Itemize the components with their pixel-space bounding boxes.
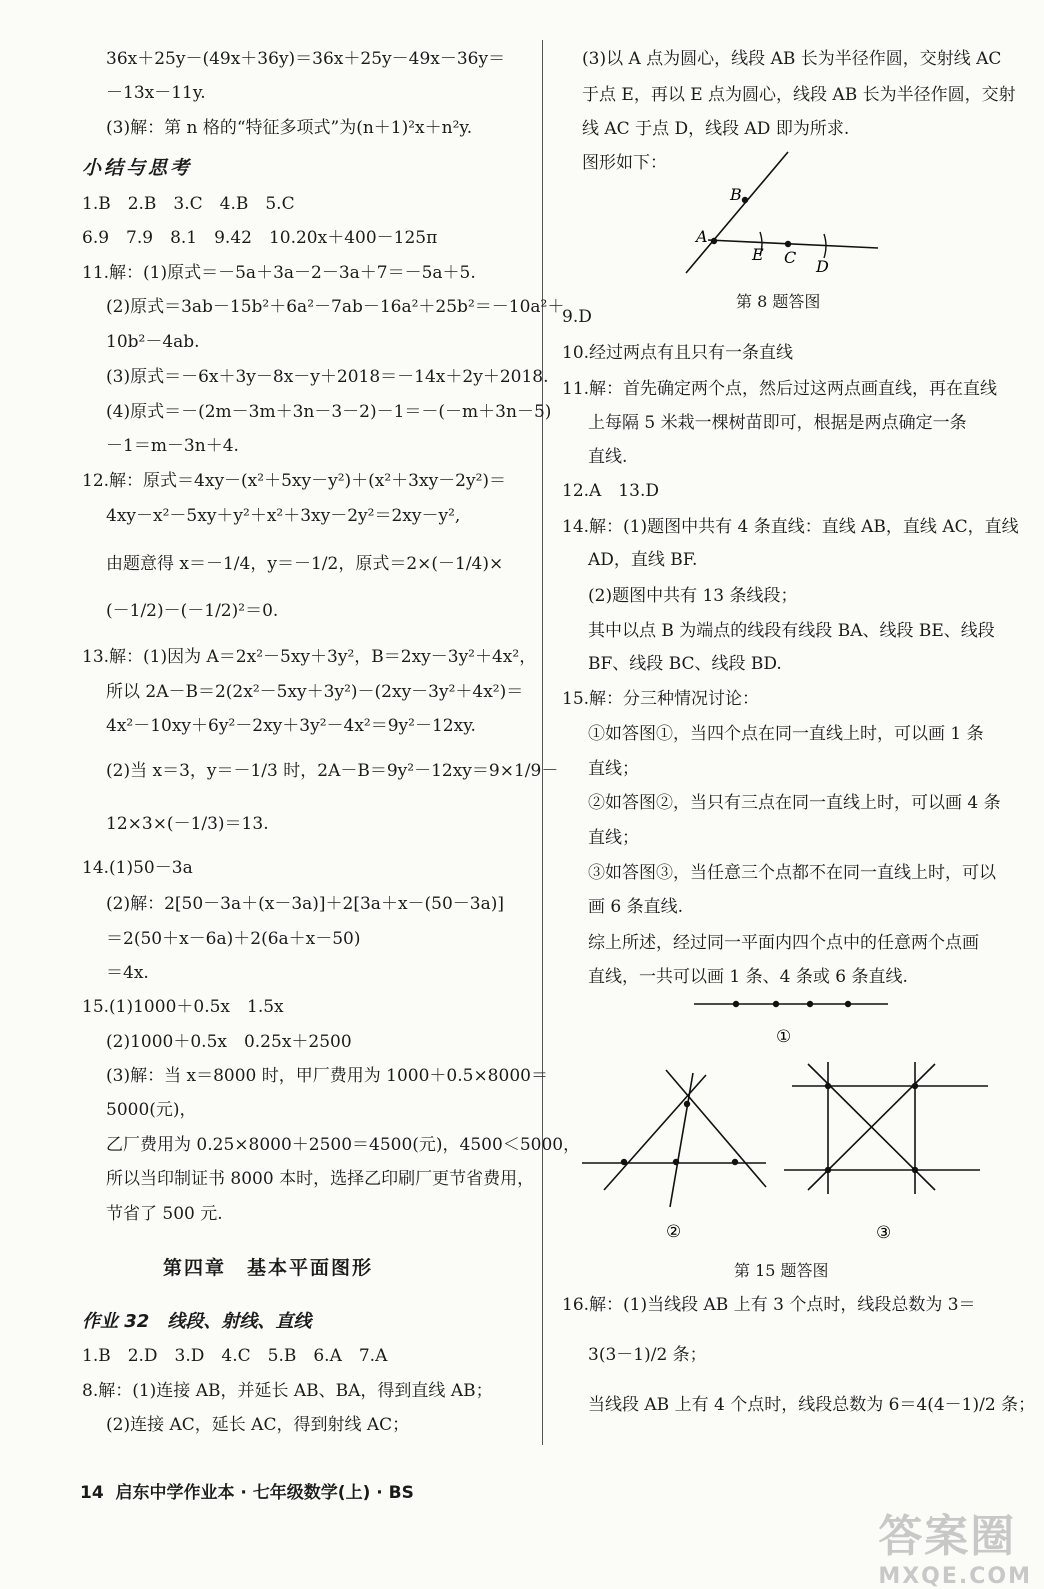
text-line: ①如答图①，当四个点在同一直线上时，可以画 1 条: [588, 724, 984, 744]
fig8-label-e: E: [752, 245, 764, 264]
watermark-text: 答案圈: [878, 1511, 1017, 1562]
text-line: 16.解：(1)当线段 AB 上有 3 个点时，线段总数为 3＝: [562, 1295, 976, 1315]
text-line: 直线，一共可以画 1 条、4 条或 6 条直线.: [588, 967, 908, 987]
column-divider: [542, 40, 543, 1445]
text-line: 3(3－1)/2 条；: [588, 1345, 707, 1365]
text-line: (2)原式＝3ab－15b²＋6a²－7ab－16a²＋25b²＝－10a²＋: [106, 297, 565, 317]
text-line: 14.(1)50－3a: [82, 858, 193, 878]
page-footer: [80, 1478, 414, 1503]
text-line: (3)原式＝－6x＋3y－8x－y＋2018＝－14x＋2y＋2018.: [106, 367, 549, 387]
text-line: 画 6 条直线.: [588, 897, 684, 917]
text-line: 4x²－10xy＋6y²－2xy＋3y²－4x²＝9y²－12xy.: [106, 716, 476, 736]
text-line: 14.解：(1)题图中共有 4 条直线：直线 AB，直线 AC，直线: [562, 517, 1019, 537]
text-line: 综上所述，经过同一平面内四个点中的任意两个点画: [588, 933, 979, 953]
text-line: 上每隔 5 米栽一棵树苗即可，根据是两点确定一条: [588, 413, 967, 433]
text-line: (2)1000＋0.5x 0.25x＋2500: [106, 1032, 352, 1052]
text-line: 节省了 500 元.: [106, 1204, 223, 1224]
text-line: 11.解：首先确定两个点，然后过这两点画直线，再在直线: [562, 379, 998, 399]
text-line: (－1/2)－(－1/2)²＝0.: [106, 601, 279, 621]
text-line: 8.解：(1)连接 AB，并延长 AB、BA，得到直线 AB；: [82, 1381, 493, 1401]
text-line: 1.B 2.D 3.D 4.C 5.B 6.A 7.A: [82, 1346, 388, 1366]
section-title: 小结与思考: [82, 157, 193, 179]
text-line: 12×3×(－1/3)＝13.: [106, 814, 269, 834]
fig8-label-a: A: [696, 227, 708, 246]
text-line: 由题意得 x＝－1/4，y＝－1/2，原式＝2×(－1/4)×: [106, 554, 504, 574]
text-line: 13.解：(1)因为 A＝2x²－5xy＋3y²，B＝2xy－3y²＋4x²，: [82, 647, 537, 667]
page-number: 14: [80, 1483, 104, 1503]
text-line: (2)解：2[50－3a＋(x－3a)]＋2[3a＋x－(50－3a)]: [106, 894, 505, 914]
fig15-caption: 第 15 题答图: [734, 1261, 829, 1280]
text-line: (3)解：当 x＝8000 时，甲厂费用为 1000＋0.5×8000＝: [106, 1066, 548, 1086]
text-line: 10b²－4ab.: [106, 332, 200, 352]
text-line: 5000(元)，: [106, 1100, 197, 1120]
fig15-label-3: ③: [876, 1223, 892, 1243]
watermark-url: MXQE.COM: [878, 1564, 1032, 1589]
text-line: 直线；: [588, 828, 639, 848]
text-line: 直线.: [588, 447, 628, 467]
fig15-diagram-3: [782, 1058, 992, 1248]
text-line: 当线段 AB 上有 4 个点时，线段总数为 6＝4(4－1)/2 条；: [588, 1395, 1036, 1415]
text-line: ＝4x.: [106, 963, 149, 983]
text-line: 12.解：原式＝4xy－(x²＋5xy－y²)＋(x²＋3xy－2y²)＝: [82, 471, 507, 491]
text-line: 图形如下：: [582, 153, 667, 173]
text-line: －1＝m－3n＋4.: [106, 436, 239, 456]
text-line: 其中以点 B 为端点的线段有线段 BA、线段 BE、线段: [588, 621, 995, 641]
text-line: (2)当 x＝3，y＝－1/3 时，2A－B＝9y²－12xy＝9×1/9－: [106, 761, 559, 781]
fig15-label-1: ①: [776, 1027, 792, 1047]
text-line: 6.9 7.9 8.1 9.42 10.20x＋400－125π: [82, 228, 438, 248]
text-line: 12.A 13.D: [562, 481, 659, 501]
text-line: 10.经过两点有且只有一条直线: [562, 343, 794, 363]
homework-title: 作业 32 线段、射线、直线: [82, 1311, 312, 1332]
text-line: －13x－11y.: [106, 83, 206, 103]
text-line: (4)原式＝－(2m－3m＋3n－3－2)－1＝－(－m＋3n－5): [106, 402, 552, 422]
text-line: 15.(1)1000＋0.5x 1.5x: [82, 997, 284, 1017]
text-line: 9.D: [562, 307, 592, 327]
fig8-caption: 第 8 题答图: [736, 292, 821, 311]
text-line: (3)以 A 点为圆心，线段 AB 长为半径作圆，交射线 AC: [582, 49, 1002, 69]
text-line: ③如答图③，当任意三个点都不在同一直线上时，可以: [588, 863, 996, 883]
text-line: BF、线段 BC、线段 BD.: [588, 654, 782, 674]
text-line: (2)题图中共有 13 条线段；: [588, 586, 798, 606]
text-line: 直线；: [588, 759, 639, 779]
text-line: ②如答图②，当只有三点在同一直线上时，可以画 4 条: [588, 793, 1001, 813]
fig15-diagram-1: [688, 992, 898, 1052]
text-line: 15.解：分三种情况讨论：: [562, 689, 760, 709]
fig8-label-d: D: [816, 257, 829, 276]
text-line: 11.解：(1)原式＝－5a＋3a－2－3a＋7＝－5a＋5.: [82, 263, 476, 283]
text-line: (3)解：第 n 格的“特征多项式”为(n＋1)²x＋n²y.: [106, 118, 473, 138]
fig8-diagram: [678, 150, 938, 280]
text-line: 36x＋25y－(49x＋36y)＝36x＋25y－49x－36y＝: [106, 49, 506, 69]
text-line: AD，直线 BF.: [588, 550, 698, 570]
text-line: 所以 2A－B＝2(2x²－5xy＋3y²)－(2xy－3y²＋4x²)＝: [106, 682, 524, 702]
text-line: 所以当印制证书 8000 本时，选择乙印刷厂更节省费用，: [106, 1169, 535, 1189]
text-line: 4xy－x²－5xy＋y²＋x²＋3xy－2y²＝2xy－y²,: [106, 506, 461, 526]
text-line: (2)连接 AC，延长 AC，得到射线 AC；: [106, 1415, 410, 1435]
text-line: 乙厂费用为 0.25×8000＋2500＝4500(元)，4500＜5000，: [106, 1135, 581, 1155]
book-title: 启东中学作业本 · 七年级数学(上) · BS: [115, 1483, 414, 1503]
fig8-label-b: B: [730, 185, 742, 204]
text-line: ＝2(50＋x－6a)＋2(6a＋x－50): [106, 929, 361, 949]
text-line: 于点 E，再以 E 点为圆心，线段 AB 长为半径作圆，交射: [582, 85, 1016, 105]
fig8-label-c: C: [784, 248, 797, 267]
watermark: [878, 1500, 1032, 1589]
fig15-diagram-2: [580, 1065, 770, 1245]
text-line: 1.B 2.B 3.C 4.B 5.C: [82, 194, 295, 214]
text-line: 线 AC 于点 D，线段 AD 即为所求.: [582, 119, 850, 139]
chapter-title: 第四章 基本平面图形: [163, 1257, 374, 1279]
fig15-label-2: ②: [666, 1222, 682, 1242]
